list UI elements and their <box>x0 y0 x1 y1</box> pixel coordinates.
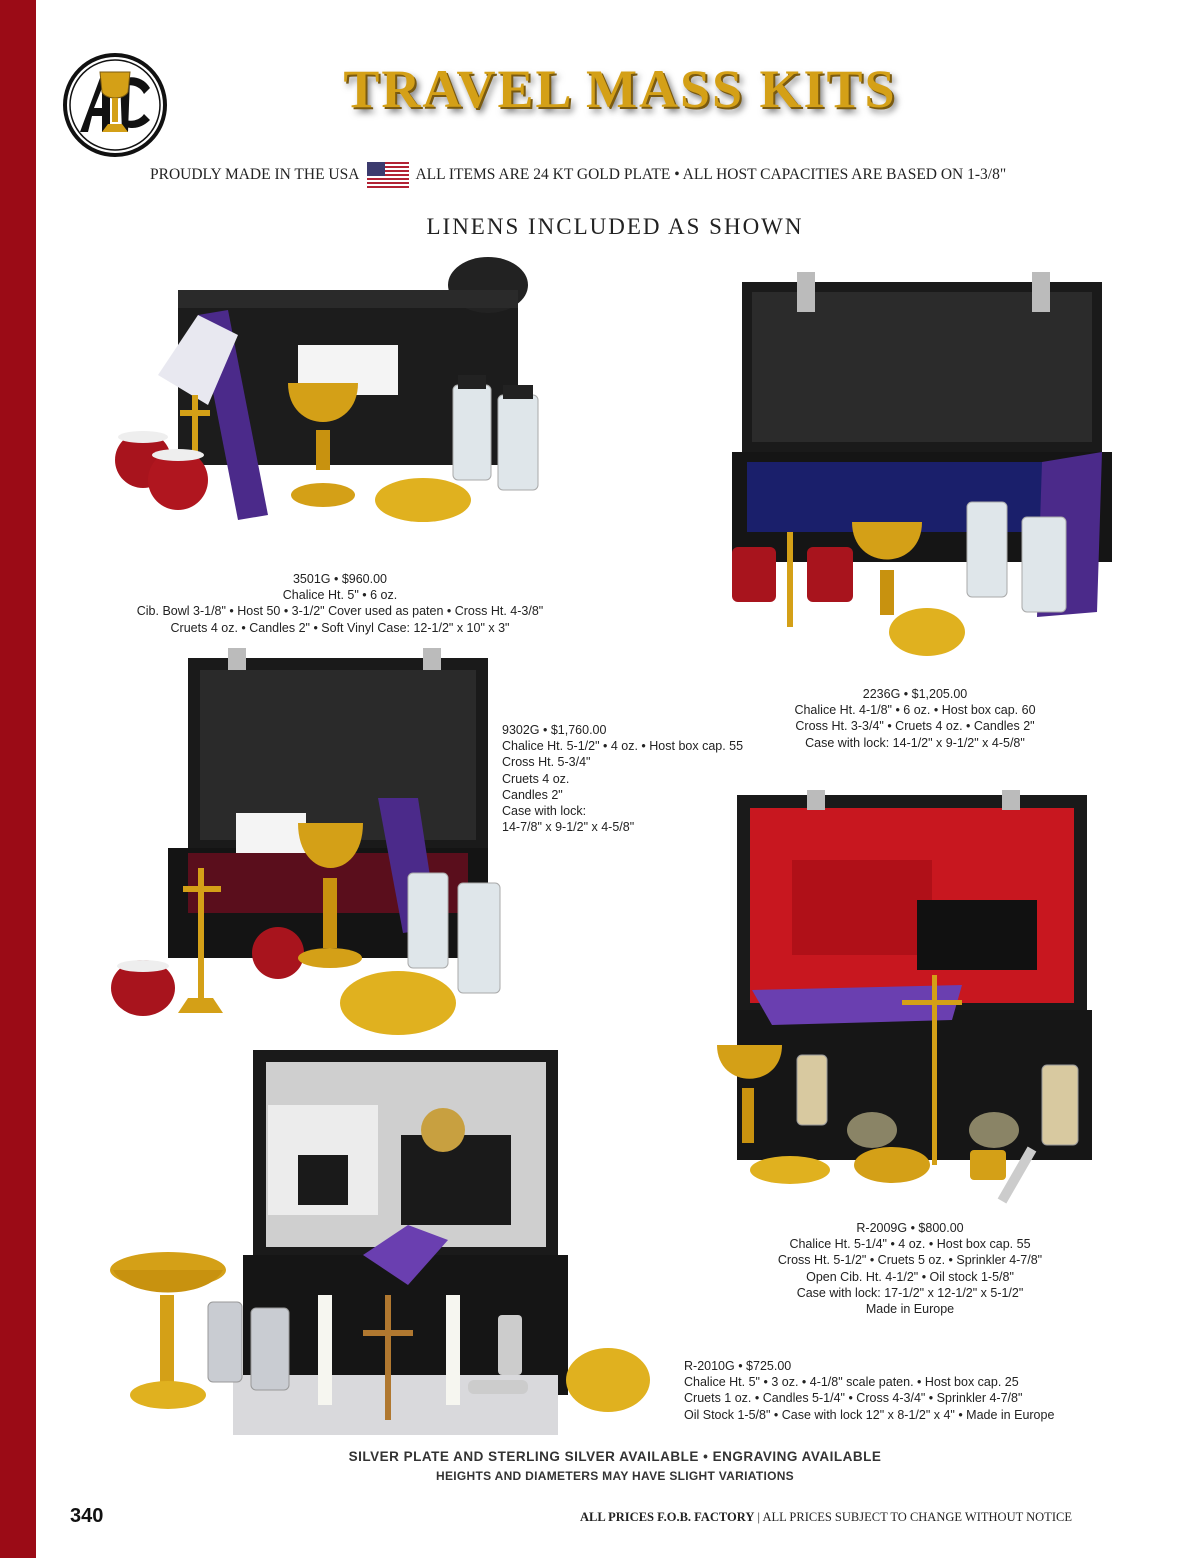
product-spec-line: Cross Ht. 5-3/4" <box>502 755 591 770</box>
product-spec-line: Cruets 1 oz. • Candles 5-1/4" • Cross 4-3/4" • Sprinkler 4-7/8" <box>684 1391 1023 1406</box>
product-spec-line: 14-7/8" x 9-1/2" x 4-5/8" <box>502 820 635 835</box>
product-sku-price: R-2009G • $800.00 <box>856 1221 964 1235</box>
product-photo-3501g <box>108 255 558 545</box>
price-note-separator: | <box>757 1510 761 1524</box>
us-flag-icon <box>367 162 409 188</box>
product-sku-price: R-2010G • $725.00 <box>684 1359 792 1373</box>
product-spec-line: Open Cib. Ht. 4-1/2" • Oil stock 1-5/8" <box>806 1269 1014 1284</box>
ac-logo <box>62 52 168 158</box>
price-note-bold: ALL PRICES F.O.B. FACTORY <box>580 1510 755 1524</box>
page-number: 340 <box>70 1505 104 1527</box>
product-photo-r2009g <box>712 790 1142 1215</box>
variation-note: HEIGHTS AND DIAMETERS MAY HAVE SLIGHT VARIATIONS <box>436 1469 794 1483</box>
product-photo-9302g <box>108 648 508 1043</box>
product-spec-line: Cruets 4 oz. <box>502 771 570 786</box>
product-desc-r2009g <box>760 1220 1060 1317</box>
product-desc-2236g <box>760 686 1070 751</box>
product-desc-r2010g <box>684 1358 1104 1423</box>
product-spec-line: Cib. Bowl 3-1/8" • Host 50 • 3-1/2" Cover used as paten • Cross Ht. 4-3/8" <box>136 604 544 619</box>
section-subtitle: LINENS INCLUDED AS SHOWN <box>426 214 804 239</box>
product-spec-line: Cross Ht. 3-3/4" • Cruets 4 oz. • Candles 2" <box>795 719 1035 734</box>
product-spec-line: Chalice Ht. 5" • 3 oz. • 4-1/8" scale paten. • Host box cap. 25 <box>684 1375 1019 1390</box>
tagline-right: ALL ITEMS ARE 24 KT GOLD PLATE • ALL HOST CAPACITIES ARE BASED ON 1-3/8" <box>415 166 1007 183</box>
product-spec-line: Case with lock: 14-1/2" x 9-1/2" x 4-5/8" <box>805 735 1025 750</box>
product-spec-line: Chalice Ht. 5" • 6 oz. <box>282 588 398 603</box>
tagline <box>150 162 1100 188</box>
product-photo-r2010g <box>108 1040 668 1440</box>
product-sku-price: 3501G • $960.00 <box>292 572 388 586</box>
page-title: TRAVEL MASS KITS <box>343 59 897 119</box>
tagline-left: PROUDLY MADE IN THE USA <box>150 166 360 183</box>
product-spec-line: Made in Europe <box>865 1302 955 1317</box>
product-sku-price: 9302G • $1,760.00 <box>502 723 607 737</box>
product-desc-3501g <box>110 571 570 636</box>
product-spec-line: Case with lock: 17-1/2" x 12-1/2" x 5-1/2" <box>796 1285 1024 1300</box>
side-color-bar <box>0 0 36 1558</box>
product-photo-2236g <box>712 272 1142 677</box>
price-note <box>580 1510 1140 1525</box>
availability-note: SILVER PLATE AND STERLING SILVER AVAILABLE • ENGRAVING AVAILABLE <box>348 1449 882 1464</box>
product-spec-line: Cross Ht. 5-1/2" • Cruets 5 oz. • Sprinkler 4-7/8" <box>777 1253 1043 1268</box>
price-note-rest: ALL PRICES SUBJECT TO CHANGE WITHOUT NOTICE <box>762 1510 1072 1524</box>
product-spec-line: Chalice Ht. 4-1/8" • 6 oz. • Host box cap. 60 <box>794 703 1036 718</box>
product-spec-line: Chalice Ht. 5-1/4" • 4 oz. • Host box cap. 55 <box>789 1237 1031 1252</box>
product-spec-line: Candles 2" <box>502 787 563 802</box>
product-spec-line: Chalice Ht. 5-1/2" • 4 oz. • Host box cap. 55 <box>502 739 744 754</box>
product-spec-line: Cruets 4 oz. • Candles 2" • Soft Vinyl Case: 12-1/2" x 10" x 3" <box>170 620 510 635</box>
product-spec-line: Case with lock: <box>502 804 587 819</box>
product-sku-price: 2236G • $1,205.00 <box>862 687 968 701</box>
product-spec-line: Oil Stock 1-5/8" • Case with lock 12" x 8-1/2" x 4" • Made in Europe <box>684 1407 1055 1422</box>
